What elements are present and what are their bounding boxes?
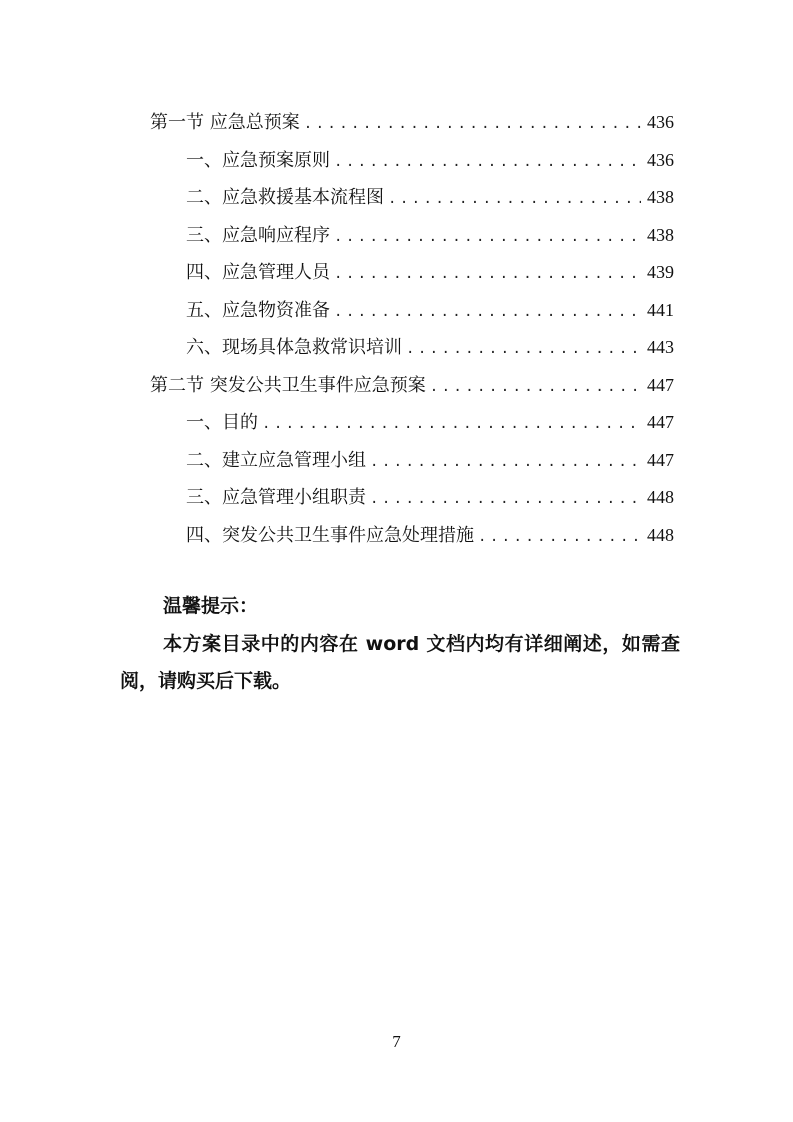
- toc-leader-dots: [430, 369, 641, 407]
- toc-leader-dots: [334, 219, 641, 257]
- toc-leader-dots: [370, 444, 641, 482]
- toc-entry-title: 一、应急预案原则: [186, 149, 330, 171]
- toc-entry-page: 447: [647, 449, 674, 470]
- toc-entry-page: 438: [647, 187, 674, 207]
- toc-entry-page: 438: [647, 224, 674, 245]
- toc-entry-title: 一、目的: [186, 412, 258, 433]
- toc-leader-dots: [334, 256, 641, 294]
- toc-entry-page: 448: [647, 524, 674, 545]
- toc-entry-page: 441: [647, 299, 674, 320]
- toc-entry-1-3[interactable]: [150, 217, 674, 255]
- toc-entry-1-1[interactable]: [150, 142, 674, 180]
- toc-entry-page: 443: [647, 337, 674, 357]
- toc-entry-title: 三、应急响应程序: [186, 224, 330, 246]
- toc-entry-title: 四、应急管理人员: [186, 262, 330, 283]
- table-of-contents: [150, 104, 674, 554]
- toc-entry-title: 五、应急物资准备: [186, 299, 330, 321]
- toc-leader-dots: [262, 406, 641, 444]
- toc-entry-1-2[interactable]: [150, 179, 674, 217]
- toc-entry-page: 436: [647, 112, 674, 132]
- toc-entry-page: 439: [647, 262, 674, 282]
- toc-leader-dots: [406, 331, 641, 369]
- toc-leader-dots: [334, 294, 641, 332]
- toc-leader-dots: [304, 106, 641, 144]
- toc-entry-1-5[interactable]: [150, 292, 674, 330]
- toc-entry-title: 六、现场具体急救常识培训: [186, 337, 402, 358]
- toc-entry-title: 二、建立应急管理小组: [186, 449, 366, 471]
- toc-entry-title: 二、应急救援基本流程图: [186, 187, 384, 208]
- toc-entry-section-1[interactable]: [150, 104, 674, 142]
- toc-entry-title: 第一节 应急总预案: [150, 112, 300, 133]
- toc-leader-dots: [334, 144, 641, 182]
- tip-heading: 温馨提示：: [163, 595, 259, 617]
- tip-body-text: 本方案目录中的内容在 word 文档内均有详细阐述，如需查阅，请购买后下载。: [120, 633, 680, 692]
- toc-entry-2-1[interactable]: [150, 404, 674, 442]
- toc-entry-page: 447: [647, 374, 674, 395]
- toc-entry-section-2[interactable]: [150, 367, 674, 405]
- toc-entry-2-3[interactable]: [150, 479, 674, 517]
- toc-entry-page: 436: [647, 149, 674, 170]
- toc-entry-title: 第二节 突发公共卫生事件应急预案: [150, 374, 426, 396]
- toc-entry-2-2[interactable]: [150, 442, 674, 480]
- toc-entry-page: 448: [647, 487, 674, 507]
- toc-entry-title: 四、突发公共卫生事件应急处理措施: [186, 524, 474, 546]
- toc-leader-dots: [478, 519, 641, 557]
- toc-entry-title: 三、应急管理小组职责: [186, 487, 366, 508]
- toc-entry-page: 447: [647, 412, 674, 432]
- toc-entry-2-4[interactable]: [150, 517, 674, 555]
- toc-leader-dots: [370, 481, 641, 519]
- page-number: 7: [392, 1032, 401, 1051]
- toc-entry-1-4[interactable]: [150, 254, 674, 292]
- toc-leader-dots: [388, 181, 641, 219]
- toc-entry-1-6[interactable]: [150, 329, 674, 367]
